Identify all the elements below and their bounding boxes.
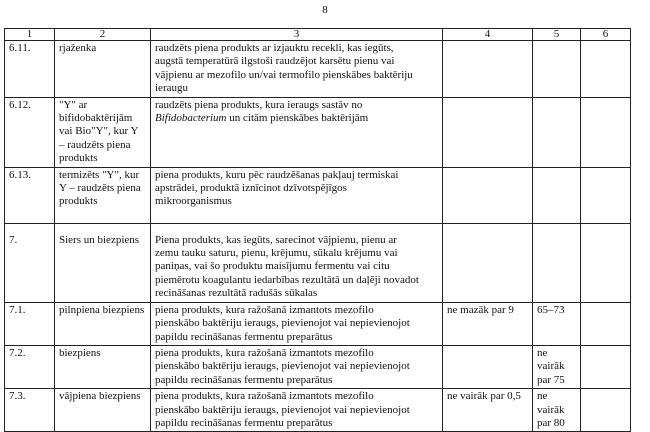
column-number-row	[5, 29, 631, 41]
row-number: 7.3.	[5, 389, 55, 432]
other-content	[581, 345, 631, 388]
desc-line: zemu tauku saturu, pienu, krējumu, sūkalu krējumu vai	[155, 247, 398, 260]
table-row	[5, 41, 631, 98]
desc-line: pienskābo baktēriju ieraugs, pievienojot vai nepievienojot	[155, 317, 410, 330]
product-name: vājpiena biezpiens	[55, 389, 151, 432]
desc-line: apstrādei, produktā iznīcinot dzīvotspējīgos	[155, 182, 347, 195]
table-row	[5, 302, 631, 345]
other-content	[581, 41, 631, 98]
desc-line: mikroorganismus	[155, 195, 232, 208]
desc-line: vājpienu ar mezofilo un/vai termofilo pienskābes baktēriju	[155, 68, 413, 81]
row-number: 7.1.	[5, 302, 55, 345]
other-content	[581, 97, 631, 167]
desc-line: papildu recināšanas fermentu preparātus	[155, 416, 333, 429]
col-header: 6	[581, 29, 631, 41]
col-header: 1	[5, 29, 55, 41]
desc-line: Piena produkts, kas iegūts, sarecinot vājpienu, pienu ar	[155, 233, 397, 246]
table-row	[5, 345, 631, 388]
product-description	[151, 345, 443, 388]
desc-line: recināšanas rezultātā radušās sūkalas	[155, 287, 318, 300]
fat-content	[443, 167, 533, 223]
desc-line: piemērotu koagulantu iedarbības rezultātā un daļēji novadot	[155, 273, 419, 286]
protein-content: 65–73	[533, 302, 581, 345]
product-description	[151, 97, 443, 167]
protein-content: ne vairāk par 80	[533, 389, 581, 432]
product-description	[151, 302, 443, 345]
table-row	[5, 167, 631, 223]
desc-line: raudzēts piena produkts, kura ieraugs sastāv no	[155, 98, 363, 111]
desc-line: piena produkts, kura ražošanā izmantots mezofilo	[155, 346, 374, 359]
table-row	[5, 389, 631, 432]
desc-line: augstā temperatūrā ilgstoši raudzējot karsētu pienu vai	[155, 55, 395, 68]
product-description	[151, 223, 443, 302]
col-header: 4	[443, 29, 533, 41]
desc-line: piena produkts, kuru pēc raudzēšanas pakļauj termiskai	[155, 168, 399, 181]
table-row	[5, 223, 631, 302]
desc-line: piena produkts, kura ražošanā izmantots mezofilo	[155, 303, 374, 316]
protein-content	[533, 97, 581, 167]
product-name: rjaženka	[55, 41, 151, 98]
page-number: 8	[322, 4, 328, 16]
protein-content	[533, 223, 581, 302]
product-description	[151, 167, 443, 223]
desc-line: raudzēts piena produkts ar izjauktu recekli, kas iegūts,	[155, 42, 394, 54]
desc-line: pienskābo baktēriju ieraugs, pievienojot vai nepievienojot	[155, 403, 410, 416]
protein-content	[533, 167, 581, 223]
product-name: biezpiens	[55, 345, 151, 388]
fat-content: ne vairāk par 0,5	[443, 389, 533, 432]
desc-line: piena produkts, kura ražošanā izmantots mezofilo	[155, 390, 374, 403]
desc-line: papildu recināšanas fermentu preparātus	[155, 373, 333, 386]
other-content	[581, 167, 631, 223]
protein-content	[533, 41, 581, 98]
fat-content	[443, 223, 533, 302]
fat-content	[443, 345, 533, 388]
fat-content	[443, 41, 533, 98]
product-description	[151, 389, 443, 432]
product-name: Siers un biezpiens	[55, 223, 151, 302]
col-header: 5	[533, 29, 581, 41]
product-name: "Y" ar bifidobaktērijām vai Bio"Y", kur Y – raudzēts piena produkts	[55, 97, 151, 167]
row-number: 6.11.	[5, 41, 55, 98]
product-name: pilnpiena biezpiens	[55, 302, 151, 345]
desc-line: paniņas, vai šo produktu maisījumu fermentu vai citu	[155, 260, 390, 273]
other-content	[581, 223, 631, 302]
standards-table	[4, 28, 631, 432]
fat-content: ne mazāk par 9	[443, 302, 533, 345]
table-row	[5, 97, 631, 167]
col-header: 2	[55, 29, 151, 41]
fat-content	[443, 97, 533, 167]
desc-line: papildu recināšanas fermentu preparātus	[155, 330, 333, 343]
product-name: termizēts "Y", kur Y – raudzēts piena produkts	[55, 167, 151, 223]
row-number: 7.	[5, 223, 55, 302]
other-content	[581, 302, 631, 345]
col-header: 3	[151, 29, 443, 41]
desc-line: ieraugu	[155, 82, 188, 95]
product-description	[151, 41, 443, 98]
row-number: 6.13.	[5, 167, 55, 223]
row-number: 6.12.	[5, 97, 55, 167]
protein-content: ne vairāk par 75	[533, 345, 581, 388]
row-number: 7.2.	[5, 345, 55, 388]
desc-line: un citām pienskābes baktērijām	[226, 112, 369, 125]
desc-line: pienskābo baktēriju ieraugs, pievienojot vai nepievienojot	[155, 360, 410, 373]
desc-italic: Bifidobacterium	[155, 112, 227, 125]
other-content	[581, 389, 631, 432]
